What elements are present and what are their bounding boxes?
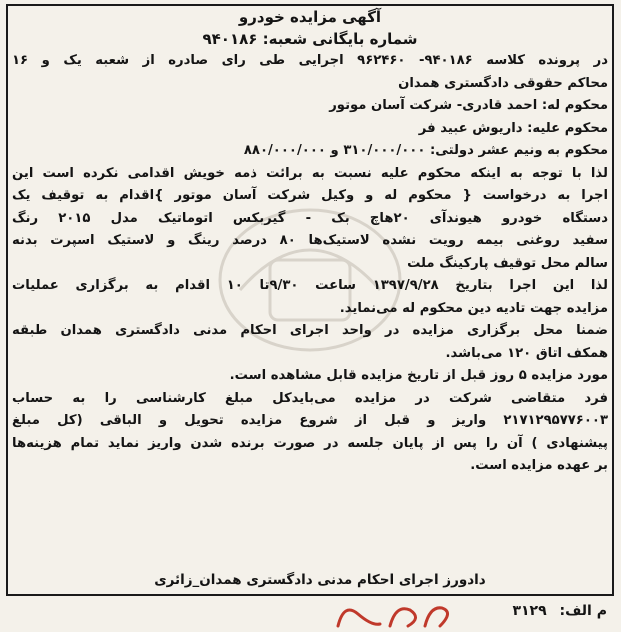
signature-line: دادورز اجرای احکام مدنی دادگستری همدان_زائری <box>154 572 486 588</box>
notice-line-5: محکوم به ونیم عشر دولتی: ۳۱۰/۰۰۰/۰۰۰ و ۸۸۰/۰۰۰/۰۰۰ <box>243 143 608 158</box>
notice-body <box>12 6 608 478</box>
notice-line-1: در پرونده کلاسه ۹۴۰۱۸۶- ۹۶۲۴۶۰ اجرایی طی رای صادره از شعبه یک و ۱۶ <box>12 53 608 68</box>
notice-line-6: لذا با توجه به اینکه محکوم علیه نسبت به برائت ذمه خویش اقدامی نکرده است این <box>12 165 608 181</box>
notice-line-14: همکف اتاق ۱۲۰ می‌باشد. <box>445 345 608 361</box>
notice-line-9: سفید روغنی بیمه رویت نشده لاستیک‌ها ۸۰ درصد رینگ و لاستیک اسپرت بدنه <box>12 233 608 248</box>
notice-line-19: بر عهده مزایده است. <box>470 458 608 473</box>
handwritten-mark-icon <box>330 596 460 632</box>
notice-line-13: ضمنا محل برگزاری مزایده در واحد اجرای احکام مدنی دادگستری همدان طبقه <box>12 323 608 338</box>
notice-line-4: محکوم علیه: داریوش عبید فر <box>418 120 608 136</box>
notice-line-10: سالم محل توقیف پارکینگ ملت <box>407 255 608 271</box>
notice-title: آگهی مزایده خودرو <box>238 8 382 26</box>
notice-line-15: مورد مزایده ۵ روز قبل از تاریخ مزایده قابل مشاهده است. <box>229 368 608 383</box>
reference <box>512 603 607 619</box>
notice-line-17: ۲۱۷۱۲۹۵۷۷۶۰۰۳ واریز و قبل از شروع مزایده تحویل و الباقی (کل مبلغ <box>12 413 608 428</box>
notice-line-16: فرد متقاضی شرکت در مزایده می‌بایدکل مبلغ کارشناسی را به حساب <box>12 390 608 406</box>
notice-line-2: محاکم حقوقی دادگستری همدان <box>398 75 608 91</box>
notice-line-12: مزایده جهت تادیه دین محکوم له می‌نماید. <box>339 300 608 316</box>
notice-line-3: محکوم له: احمد قادری- شرکت آسان موتور <box>329 98 608 113</box>
notice-line-11: لذا این اجرا بتاریخ ۱۳۹۷/۹/۲۸ ساعت ۹/۳۰تا ۱۰ اقدام به برگزاری عملیات <box>12 278 608 293</box>
notice-line-7: اجرا به درخواست { محکوم له و وکیل شرکت آسان موتور }اقدام به توقیف یک <box>12 188 608 203</box>
notice-line-8: دستگاه خودرو هیوندآی ۲۰هاچ بک - گیربکس اتوماتیک مدل ۲۰۱۵ رنگ <box>12 210 608 226</box>
reference-label: م الف: <box>559 603 607 619</box>
archive-number: شماره بایگانی شعبه: ۹۴۰۱۸۶ <box>202 30 418 48</box>
reference-number: ۳۱۲۹ <box>512 603 547 619</box>
notice-line-18: پیشنهادی ) آن را پس از پایان جلسه در صورت برنده شدن واریز نماید تمام هزینه‌ها <box>12 435 608 451</box>
